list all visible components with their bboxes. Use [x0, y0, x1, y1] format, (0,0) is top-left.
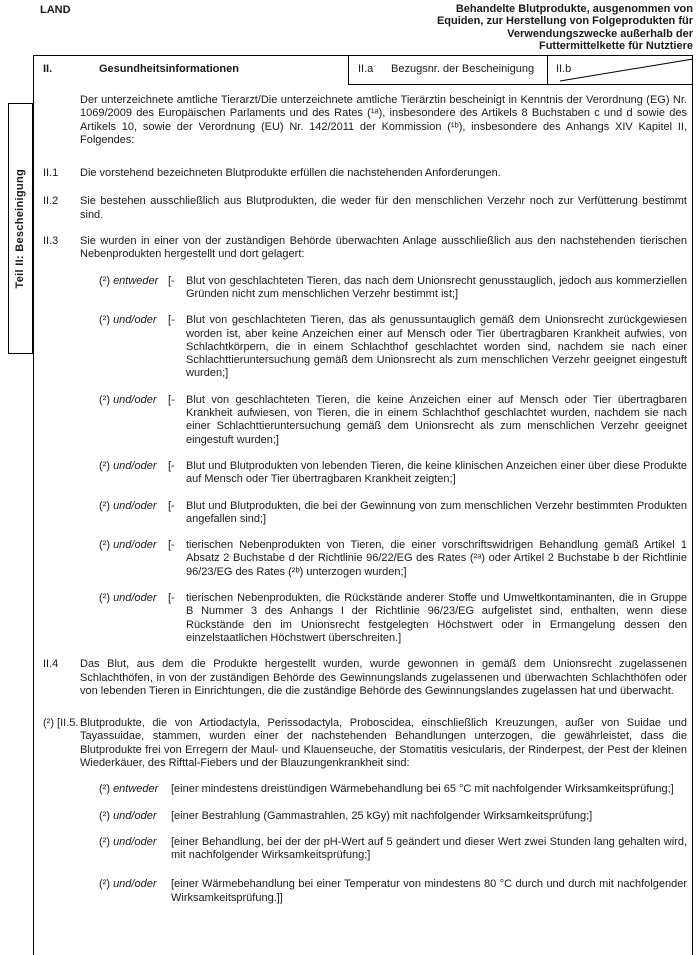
option-label	[99, 500, 168, 527]
document-title-line: Verwendungszwecke außerhalb der	[507, 27, 693, 40]
option-label	[99, 314, 168, 380]
header-label-health-info: Gesundheitsinformationen	[99, 63, 239, 75]
option-row-ii3-7	[34, 592, 692, 645]
footnote-marker: (²)	[99, 809, 110, 822]
option-conjunction: und/oder	[113, 393, 157, 406]
option-bracket: [-	[168, 459, 175, 472]
option-row-ii5-2	[34, 810, 692, 823]
option-conjunction: und/oder	[113, 539, 157, 552]
paragraph-text: Der unterzeichnete amtliche Tierarzt/Die unterzeichnete amtliche Tierärztin bescheinigt in Kenntnis der Verordnung (EG) Nr. 1069/2009 des Europäischen Parlaments und des Rates (¹ᵃ), insbesondere des Artikels 8 Buchstaben c und d sowie des Artikels 10, sowie der Verordnung (EU) Nr. 142/2011 der Kommission (¹ᵇ), insbesondere des Anhangs XIV Kapitel II, Folgendes:	[80, 94, 687, 146]
footnote-marker: (²)	[99, 592, 110, 605]
option-text: [einer Behandlung, bei der der pH-Wert auf 5 geändert und dieser Wert zwei Stunden lang gehalten wird, mit nachfolgender Wirksamkeitsprüfung;]	[171, 835, 687, 862]
document-title-line: Behandelte Blutprodukte, ausgenommen von	[455, 3, 693, 15]
option-row-ii5-3	[34, 836, 692, 863]
option-bracket: [-	[168, 274, 175, 287]
footnote-marker: (²)	[99, 274, 110, 287]
document-title-line: Futtermittelkette für Nutztiere	[538, 40, 693, 53]
option-conjunction: und/oder	[113, 499, 157, 512]
paragraph-ii1	[34, 167, 692, 180]
option-label	[99, 394, 168, 447]
header-cell-iib	[547, 56, 692, 85]
option-row-ii3-2	[34, 314, 692, 380]
part-ii-sidebar-label: Teil II: Bescheinigung	[13, 168, 26, 289]
paragraph-text: Blutprodukte, die von Artiodactyla, Perissodactyla, Proboscidea, einschließlich Kreuzungen, außer von Suidae und Tayassuidae, stammen, wurden einer der nachstehenden Behandlungen unterzogen, die gewährleistet, dass die Blutprodukte frei von Erregern der Maul- und Klauenseuche, der Stomatitis vesicularis, der Rinderpest, der Pest der kleinen Wiederkäuer, des Rifttal-Fiebers und der Blauzungenkrankheit sind:	[80, 717, 687, 769]
option-text: [einer mindestens dreistündigen Wärmebehandlung bei 65 °C mit nachfolgender Wirksamkeitsprüfung;]	[171, 783, 674, 796]
option-text: [einer Wärmebehandlung bei einer Temperatur von mindestens 80 °C durch und durch mit nachfolgender Wirksamkeitsprüfung.]]	[171, 878, 687, 904]
option-label	[99, 836, 171, 863]
header-num-ii: II.	[43, 63, 53, 75]
option-bracket: [-	[168, 393, 175, 406]
country-label: LAND	[40, 4, 71, 16]
paragraph-ii3	[34, 235, 692, 262]
footnote-marker: (²)	[99, 393, 110, 406]
paragraph-ii2	[34, 195, 692, 222]
option-bracket: [-	[168, 314, 175, 327]
paragraph-number: (²) [II.5.	[43, 717, 79, 730]
paragraph-text: Sie wurden in einer von der zuständigen Behörde überwachten Anlage ausschließlich aus den nachstehenden tierischen Nebenprodukten hergestellt und dort gelagert:	[80, 235, 687, 261]
paragraph-number: II.4	[43, 658, 59, 671]
header-num-iib: II.b	[556, 63, 572, 75]
option-label	[99, 592, 168, 645]
footnote-marker: (²)	[99, 459, 110, 472]
option-conjunction: entweder	[113, 783, 159, 796]
footnote-marker: (²)	[99, 539, 110, 552]
option-conjunction: und/oder	[113, 835, 157, 848]
option-bracket: [-	[168, 499, 175, 512]
option-label	[99, 460, 168, 487]
option-row-ii5-1	[34, 783, 692, 796]
option-conjunction: und/oder	[113, 878, 157, 891]
paragraph-number	[43, 94, 80, 147]
header-cell-reference-number	[348, 56, 547, 85]
option-text: Blut und Blutprodukten, die bei der Gewinnung von zum menschlichen Verzehr bestimmten Produkten angefallen sind;]	[186, 499, 687, 525]
diagonal-strike-line	[548, 56, 694, 84]
option-text: [einer Bestrahlung (Gammastrahlen, 25 kGy) mit nachfolgender Wirksamkeitsprüfung;]	[171, 809, 593, 822]
option-label	[99, 783, 171, 796]
paragraph-text: Das Blut, aus dem die Produkte hergestellt wurden, wurde gewonnen in gemäß dem Unionsrecht zugelassenen Schlachthöfen, in von der zuständigen Behörde des Gewinnungslands zugelassenen und überwachten Schlachthöfen oder von lebenden Tieren in Einrichtungen, die die zuständige Behörde des Gewinnungslandes zugelassen hat und überwacht.	[80, 658, 687, 697]
footnote-marker: (²)	[99, 783, 110, 796]
option-text: Blut von geschlachteten Tieren, das nach dem Unionsrecht genusstauglich, jedoch aus kommerziellen Gründen nicht zum menschlichen Verzehr bestimmt ist;]	[186, 274, 687, 300]
option-row-ii3-6	[34, 539, 692, 579]
option-text: tierischen Nebenprodukten von Tieren, die einer vorschriftswidrigen Behandlung gemäß Artikel 1 Absatz 2 Buchstabe d der Richtlinie 96/22/EG des Rates (²ᵃ) oder Artikel 2 Buchstabe b der Richtlinie 96/23/EG des Rates (²ᵇ) unterzogen wurden;]	[186, 539, 687, 578]
option-row-ii3-1	[34, 275, 692, 302]
option-text: Blut und Blutprodukten von lebenden Tieren, die keine klinischen Anzeichen einer über diese Produkte auf Mensch oder Tier übertragbaren Krankheit zeigten;]	[186, 459, 687, 486]
option-label	[99, 275, 168, 302]
option-label	[99, 539, 168, 579]
option-bracket: [-	[168, 592, 175, 605]
option-text: tierischen Nebenprodukten, die Rückstände anderer Stoffe und Umweltkontaminanten, die in Gruppe B Nummer 3 des Anhangs I der Richtlinie 96/23/EG aufgelistet sind, enthalten, wenn diese Rückstände den im Unionsrecht festgelegten Höchstwert oder in Ermangelung dessen den einzelstaatlichen Höchstwert überschreiten.]	[186, 592, 687, 644]
document-title	[273, 3, 693, 53]
option-text: Blut von geschlachteten Tieren, das als genussuntauglich gemäß dem Unionsrecht zurückgewiesen worden ist, aber keine Anzeichen einer auf Mensch oder Tier übertragbaren Krankheit aufwies, von Schlachtkörpern, die in einem Schlachthof geschlachtet worden sind, nachdem sie nach einer Schlachttieruntersuchung gemäß dem Unionsrecht als zum menschlichen Verzehr geeignet eingestuft wurden;]	[186, 314, 687, 380]
header-label-reference-number: Bezugsnr. der Bescheinigung	[391, 63, 535, 75]
option-conjunction: und/oder	[113, 459, 157, 472]
option-row-ii3-3	[34, 394, 692, 447]
paragraph-number: II.1	[43, 167, 59, 180]
option-conjunction: und/oder	[113, 809, 157, 822]
header-cell-health-info	[34, 56, 348, 85]
option-row-ii5-4	[34, 878, 692, 905]
footnote-marker: (²)	[99, 878, 110, 891]
table-header-row	[34, 56, 692, 85]
option-text: Blut von geschlachteten Tieren, die keine Anzeichen einer auf Mensch oder Tier übertragbaren Krankheit aufwiesen, von Tieren, die in einem Schlachthof geschlachtet wurden, nachdem sie nach einer Schlachttieruntersuchung gemäß dem Unionsrecht als zum menschlichen Verzehr geeignet eingestuft wurden;]	[186, 393, 687, 446]
footnote-marker: (²)	[99, 499, 110, 512]
paragraph-number: II.3	[43, 235, 59, 248]
part-ii-sidebar	[8, 103, 33, 354]
document-title-line: Equiden, zur Herstellung von Folgeprodukten für	[436, 15, 693, 28]
intro-paragraph	[34, 94, 692, 147]
footnote-marker: (²)	[99, 835, 110, 848]
certificate-table	[33, 55, 693, 955]
footnote-marker: (²)	[99, 314, 110, 327]
option-conjunction: und/oder	[113, 314, 157, 327]
option-bracket: [-	[168, 539, 175, 552]
paragraph-number: II.2	[43, 195, 59, 208]
option-row-ii3-4	[34, 460, 692, 487]
option-row-ii3-5	[34, 500, 692, 527]
option-label	[99, 878, 171, 905]
paragraph-ii5	[34, 717, 692, 770]
certificate-body	[34, 85, 692, 905]
paragraph-ii4	[34, 658, 692, 698]
header-num-iia: II.a	[358, 63, 374, 75]
option-conjunction: entweder	[113, 274, 159, 287]
option-label	[99, 810, 171, 823]
paragraph-text: Die vorstehend bezeichneten Blutprodukte erfüllen die nachstehenden Anforderungen.	[80, 167, 501, 180]
paragraph-text: Sie bestehen ausschließlich aus Blutprodukten, die weder für den menschlichen Verzehr noch zur Verfütterung bestimmt sind.	[80, 195, 687, 221]
option-conjunction: und/oder	[113, 592, 157, 605]
